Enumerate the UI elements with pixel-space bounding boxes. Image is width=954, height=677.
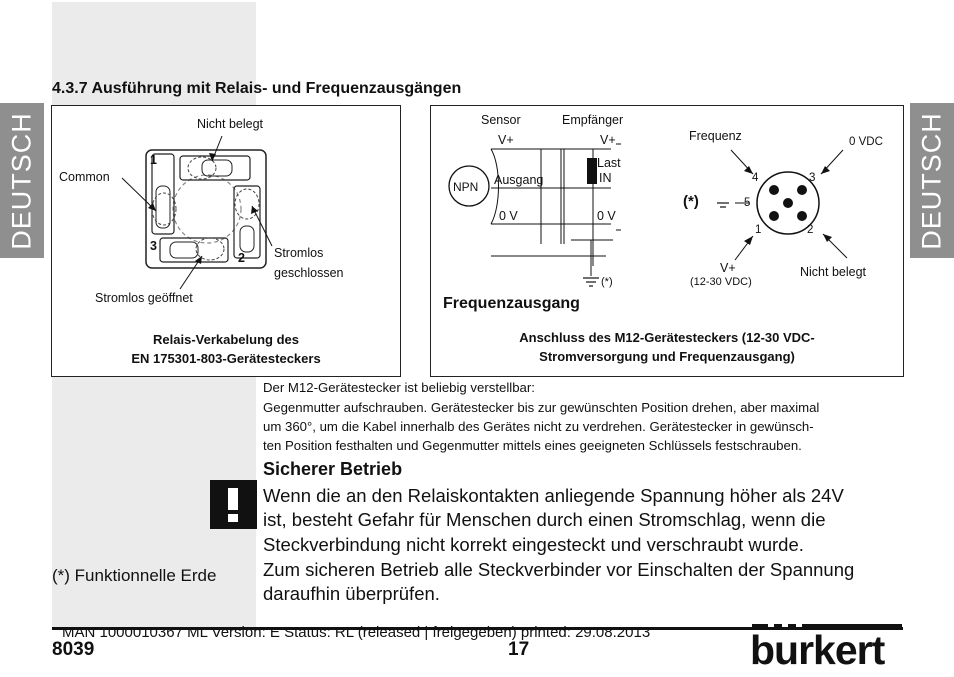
relay-caption-line-1: Relais-Verkabelung des (153, 332, 299, 347)
label-output: Ausgang (494, 173, 544, 187)
language-tab-right (910, 103, 954, 258)
label-in: IN (599, 171, 612, 185)
relay-wiring-figure (51, 105, 401, 377)
m12-pin-4: 4 (752, 172, 759, 184)
m12-pin-1: 1 (755, 224, 762, 236)
label-normally-closed-2: geschlossen (274, 266, 344, 280)
connector-intro: Der M12-Gerätestecker ist beliebig verstellbar: (263, 380, 535, 395)
label-functional-earth-circuit: (*) (601, 276, 613, 288)
label-vdc-range: (12-30 VDC) (690, 276, 752, 288)
safety-text-line-2: ist, besteht Gefahr für Menschen durch einen Stromschlag, wenn die (263, 509, 826, 530)
frequency-caption-line-1: Anschluss des M12-Gerätesteckers (12-30 VDC- (519, 330, 815, 345)
relay-caption-line-2: EN 175301-803-Gerätesteckers (131, 351, 321, 366)
m12-pin-2: 2 (807, 224, 814, 236)
m12-pin-3: 3 (809, 172, 816, 184)
page-number: 17 (508, 639, 530, 660)
label-vplus-receiver: V+ (600, 133, 616, 147)
label-vplus-sensor: V+ (498, 133, 514, 147)
safety-heading: Sicherer Betrieb (263, 459, 403, 479)
connector-text-line-2: um 360°, um die Kabel innerhalb des Gerätes nicht zu verdrehen. Gerätestecker in gewünsch- (263, 419, 814, 434)
connector-text-line-1: Gegenmutter aufschrauben. Gerätestecker bis zur gewünschten Position drehen, aber maximal (263, 400, 820, 415)
connector-text-line-3: ten Position festhalten und Gegenmutter mittels eines geeigneten Schlüssels festschrauben. (263, 438, 802, 453)
label-not-used-connector: Nicht belegt (800, 265, 867, 279)
label-frequency: Frequenz (689, 129, 742, 143)
frequency-output-figure (430, 105, 904, 377)
print-meta: MAN 1000010367 ML Version: E Status: RL (released | freigegeben) printed: 29.08.2013 (62, 624, 651, 641)
brand-logo: burkert (750, 627, 885, 673)
model-number: 8039 (52, 639, 95, 660)
frequency-output-title: Frequenzausgang (443, 295, 580, 312)
safety-text-line-4: Zum sicheren Betrieb alle Steckverbinder vor Einschalten der Spannung (263, 559, 855, 580)
label-0v-sensor: 0 V (499, 209, 518, 223)
frequency-caption-line-2: Stromversorgung und Frequenzausgang) (539, 349, 795, 364)
label-0v-receiver: 0 V (597, 209, 616, 223)
label-0-vdc: 0 VDC (849, 136, 883, 148)
relay-pin-1: 1 (150, 153, 157, 167)
relay-pin-2: 2 (238, 251, 245, 265)
label-npn: NPN (453, 180, 479, 194)
safety-text-line-3: Steckverbindung nicht korrekt eingesteckt und verschraubt wurde. (263, 534, 804, 555)
label-not-used: Nicht belegt (197, 117, 264, 131)
functional-earth-note: (*) Funktionnelle Erde (52, 566, 217, 585)
safety-text-line-1: Wenn die an den Relaiskontakten anliegende Spannung höher als 24V (263, 485, 844, 506)
language-tab-label: DEUTSCH (6, 111, 37, 250)
label-sensor: Sensor (481, 113, 521, 127)
language-tab-label: DEUTSCH (916, 111, 947, 250)
language-tab-left (0, 103, 44, 258)
label-vplus-connector: V+ (720, 261, 736, 275)
label-normally-open: Stromlos geöffnet (95, 291, 193, 305)
m12-pin-5: 5 (744, 197, 751, 209)
label-functional-earth-connector: (*) (683, 193, 699, 210)
label-common: Common (59, 170, 110, 184)
label-receiver: Empfänger (562, 113, 624, 127)
relay-pin-3: 3 (150, 239, 157, 253)
label-load: Last (597, 156, 621, 170)
section-heading: 4.3.7 Ausführung mit Relais- und Frequenzausgängen (52, 80, 462, 97)
safety-text-line-5: daraufhin überprüfen. (263, 583, 440, 604)
warning-icon (210, 480, 257, 529)
label-normally-closed-1: Stromlos (274, 246, 324, 260)
